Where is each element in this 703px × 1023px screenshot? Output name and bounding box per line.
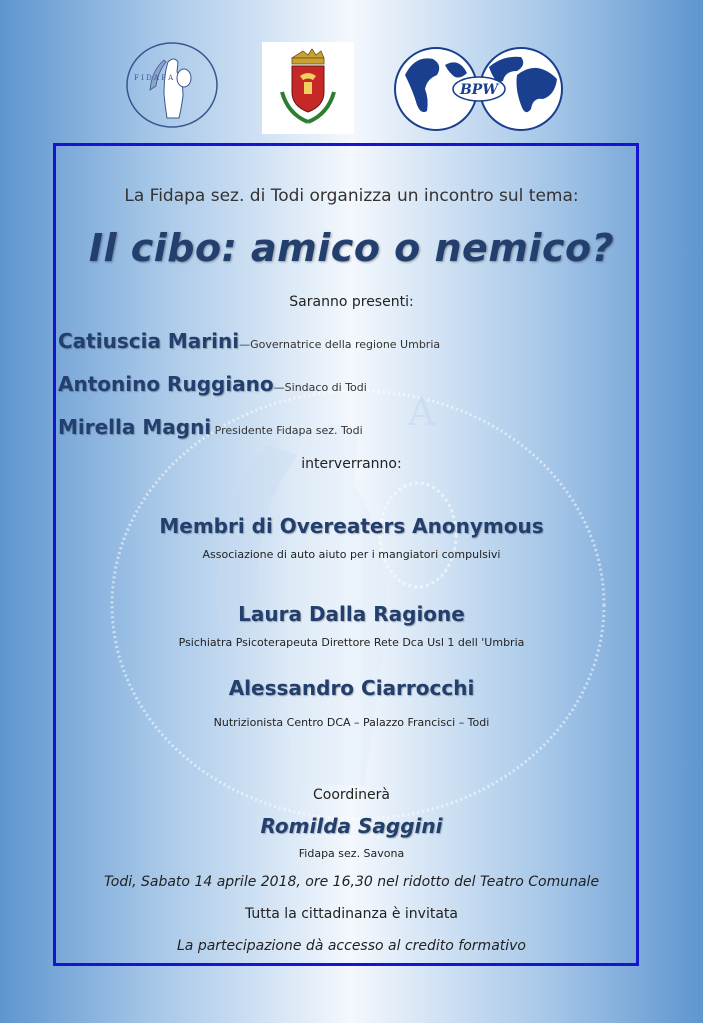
speaker-description: Nutrizionista Centro DCA – Palazzo Francisci – Todi bbox=[213, 716, 490, 729]
bpw-logo bbox=[393, 45, 565, 133]
credit-note: La partecipazione dà accesso al credito formativo bbox=[176, 938, 526, 954]
todi-crest-logo bbox=[262, 42, 354, 134]
person-role: Presidente Fidapa sez. Todi bbox=[211, 424, 363, 437]
speaker-name: Alessandro Ciarrocchi bbox=[228, 676, 475, 700]
svg-text:F I D A P A: F I D A P A bbox=[134, 74, 174, 82]
fidapa-logo bbox=[124, 40, 220, 130]
event-title: Il cibo: amico o nemico? bbox=[88, 226, 615, 270]
present-person-2 bbox=[58, 372, 367, 396]
speaker-name: Membri di Overeaters Anonymous bbox=[159, 514, 544, 538]
person-name: Catiuscia Marini bbox=[58, 329, 240, 353]
intro-text: La Fidapa sez. di Todi organizza un incontro sul tema: bbox=[124, 186, 579, 206]
present-heading: Saranno presenti: bbox=[289, 294, 414, 310]
svg-text:BPW: BPW bbox=[459, 82, 499, 98]
person-name: Mirella Magni bbox=[58, 415, 212, 439]
svg-text:A: A bbox=[408, 390, 436, 434]
speakers-heading: interverranno: bbox=[301, 456, 402, 472]
person-role: —Governatrice della regione Umbria bbox=[239, 338, 441, 351]
coordinator-description: Fidapa sez. Savona bbox=[298, 847, 405, 860]
speaker-name: Laura Dalla Ragione bbox=[238, 602, 465, 626]
speaker-description: Associazione di auto aiuto per i mangiatori compulsivi bbox=[202, 548, 501, 561]
present-person-1 bbox=[58, 329, 440, 353]
speaker-description: Psichiatra Psicoterapeuta Direttore Rete Dca Usl 1 dell 'Umbria bbox=[178, 636, 525, 649]
coordinator-heading: Coordinerà bbox=[312, 787, 390, 803]
coordinator-name: Romilda Saggini bbox=[260, 814, 443, 838]
invitation-text: Tutta la cittadinanza è invitata bbox=[245, 906, 458, 922]
person-role: —Sindaco di Todi bbox=[273, 381, 367, 394]
person-name: Antonino Ruggiano bbox=[58, 372, 274, 396]
event-details: Todi, Sabato 14 aprile 2018, ore 16,30 nel ridotto del Teatro Comunale bbox=[103, 874, 600, 890]
present-person-3 bbox=[58, 415, 363, 439]
